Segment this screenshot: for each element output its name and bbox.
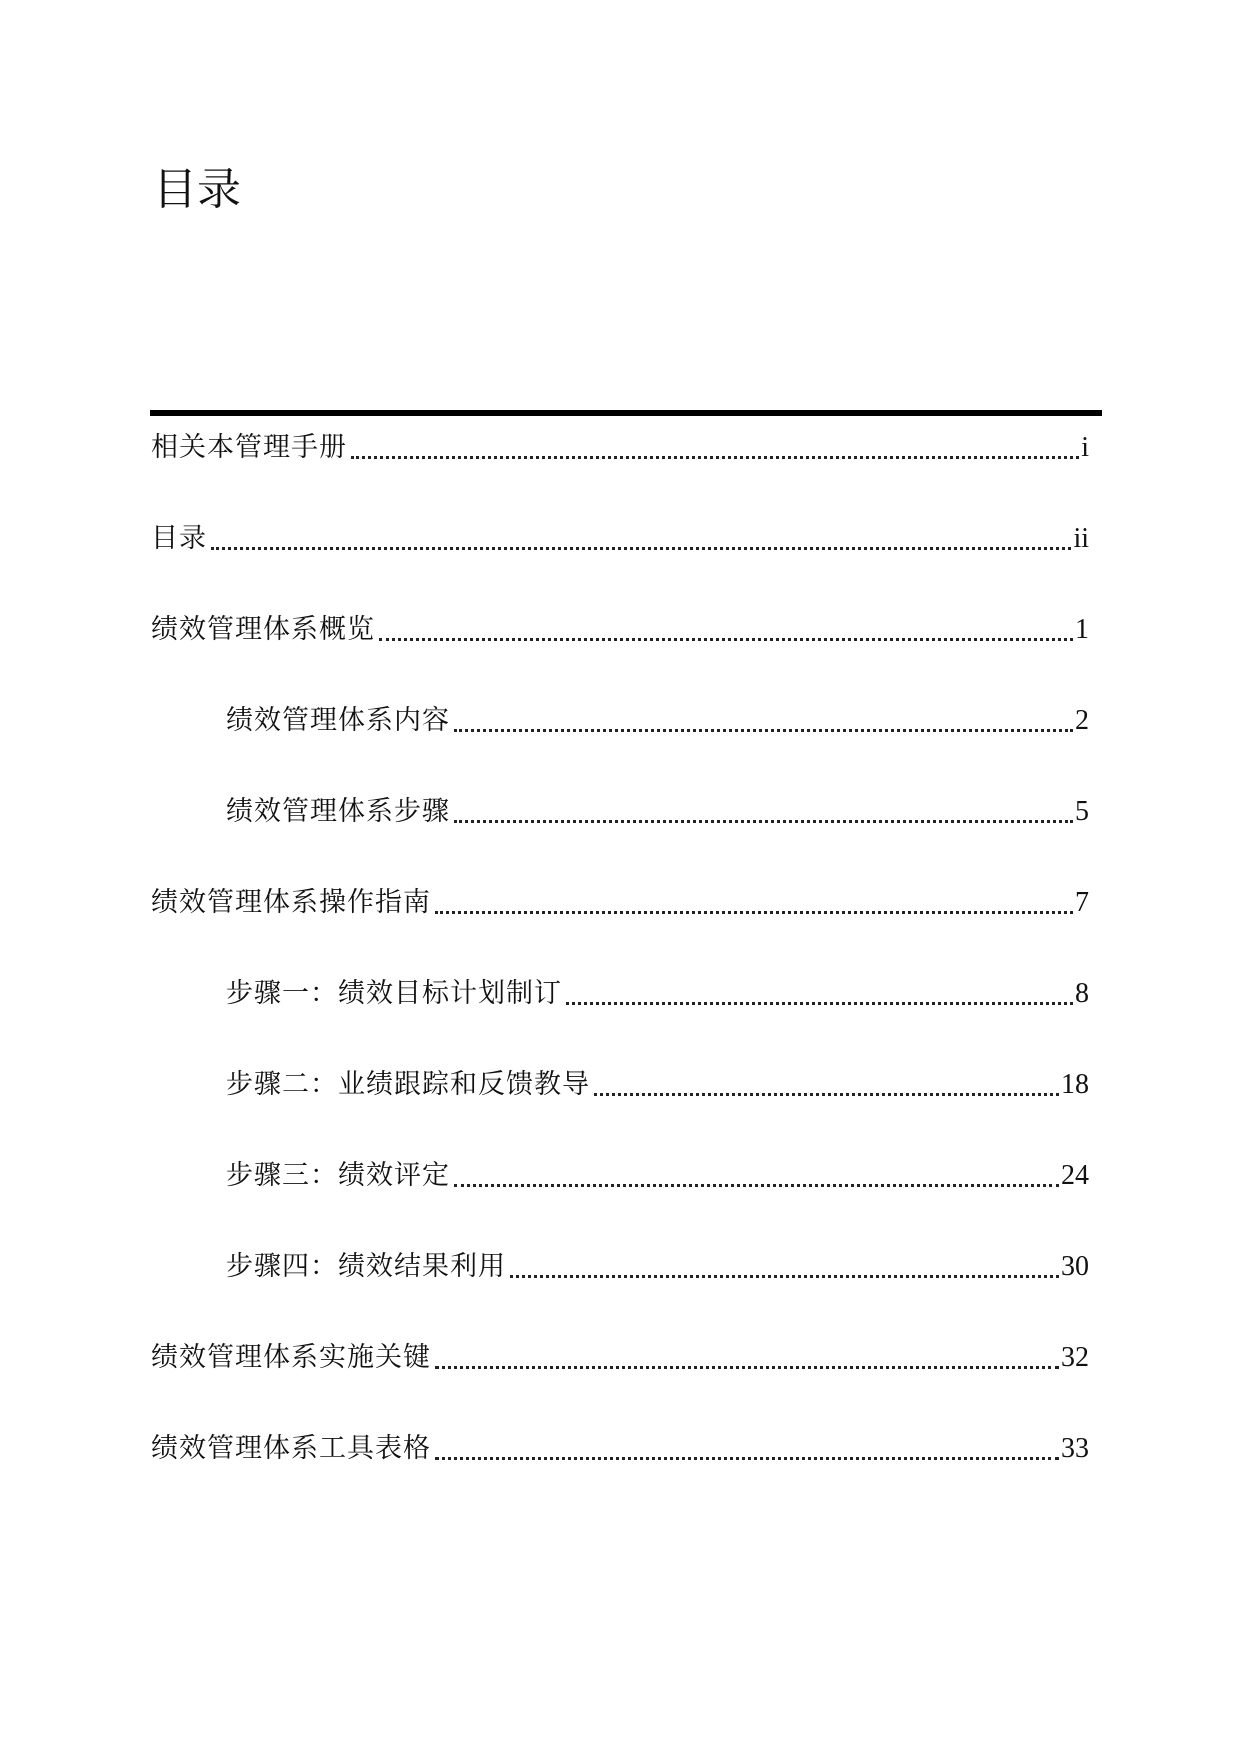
toc-entry-label: 相关本管理手册 [151, 432, 347, 463]
toc-page-number: 33 [1061, 1433, 1089, 1464]
toc-entry-label: 绩效管理体系内容 [226, 705, 450, 736]
toc-page-number: 1 [1075, 614, 1089, 645]
toc-dot-leader [435, 1366, 1059, 1369]
page-title: 目录 [153, 164, 241, 215]
toc-page-number: i [1081, 432, 1089, 463]
toc-entry-step-one[interactable] [226, 972, 1089, 1012]
toc-page-number: 2 [1075, 705, 1089, 736]
toc-entry-label: 目录 [151, 523, 207, 554]
toc-page-number: 24 [1061, 1160, 1089, 1191]
toc-entry-contents[interactable] [151, 517, 1089, 557]
toc-page-number: 30 [1061, 1251, 1089, 1282]
toc-entry-label: 绩效管理体系工具表格 [151, 1433, 431, 1464]
toc-dot-leader [379, 638, 1073, 641]
toc-dot-leader [351, 456, 1079, 459]
toc-entry-label: 绩效管理体系操作指南 [151, 887, 431, 918]
toc-dot-leader [211, 547, 1071, 550]
toc-entry-operation-guide[interactable] [151, 881, 1089, 921]
toc-page-number: 5 [1075, 796, 1089, 827]
toc-entry-label: 步骤四：绩效结果利用 [226, 1251, 506, 1282]
toc-entry-overview[interactable] [151, 608, 1089, 648]
toc-dot-leader [454, 1184, 1059, 1187]
toc-entry-label: 绩效管理体系概览 [151, 614, 375, 645]
toc-dot-leader [594, 1093, 1059, 1096]
toc-entry-step-four[interactable] [226, 1245, 1089, 1285]
toc-page-number: 8 [1075, 978, 1089, 1009]
toc-entry-label: 步骤二：业绩跟踪和反馈教导 [226, 1069, 590, 1100]
toc-entry-step-two[interactable] [226, 1063, 1089, 1103]
toc-entry-implementation-keys[interactable] [151, 1336, 1089, 1376]
toc-dot-leader [454, 820, 1073, 823]
toc-entry-about-manual[interactable] [151, 426, 1089, 466]
toc-entry-system-steps[interactable] [226, 790, 1089, 830]
toc-entry-label: 步骤一：绩效目标计划制订 [226, 978, 562, 1009]
toc-page-number: 7 [1075, 887, 1089, 918]
toc-entry-tool-forms[interactable] [151, 1427, 1089, 1467]
toc-dot-leader [566, 1002, 1073, 1005]
toc-entry-label: 步骤三：绩效评定 [226, 1160, 450, 1191]
toc-page-number: ii [1073, 523, 1089, 554]
toc-dot-leader [510, 1275, 1059, 1278]
toc-entry-step-three[interactable] [226, 1154, 1089, 1194]
toc-page-number: 18 [1061, 1069, 1089, 1100]
toc-dot-leader [454, 729, 1073, 732]
toc-entry-label: 绩效管理体系实施关键 [151, 1342, 431, 1373]
toc-page-number: 32 [1061, 1342, 1089, 1373]
toc-dot-leader [435, 911, 1073, 914]
toc-entry-label: 绩效管理体系步骤 [226, 796, 450, 827]
toc-entry-system-content[interactable] [226, 699, 1089, 739]
toc-dot-leader [435, 1457, 1059, 1460]
